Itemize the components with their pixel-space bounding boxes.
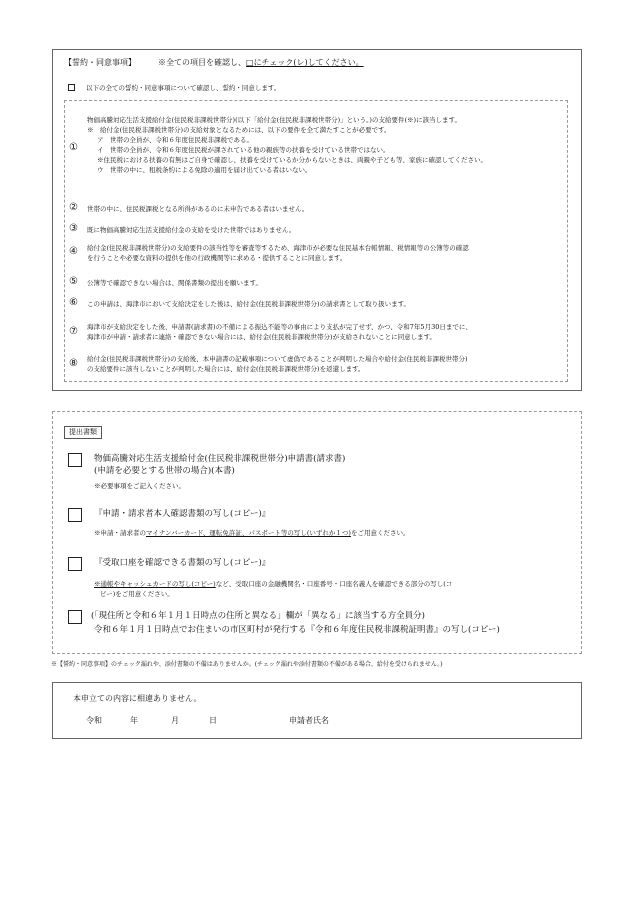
document-note-3: ※通帳やキャッシュカードの写し(コピー)など、受取口座の金融機関名・口座番号・口座名義人を確認できる部分の写し(コ: [94, 580, 453, 588]
pledge-item-4-line: 給付金(住民税非課税世帯分)の支給要件の該当性等を審査等するため、海津市が必要な住民基本台帳情報、税情報等の公簿等の確認: [87, 244, 469, 252]
pledge-number-8: ⑧: [69, 358, 78, 369]
document-checkbox-3[interactable]: [68, 557, 82, 571]
pledge-item-8-line: 給付金(住民税非課税世帯分)の支給後、本申請書の記載事項について虚偽であることが判明した場合や給付金(住民税非課税世帯分): [87, 355, 468, 363]
pledge-item-3-line: 既に物価高騰対応生活支援給付金の支給を受けた世帯ではありません。: [87, 226, 296, 234]
pledge-item-1-line: 物価高騰対応生活支援給付金(住民税非課税世帯分)(以下「給付金(住民税非課税世帯分)」という。)の支給要件(※)に該当します。: [87, 116, 462, 124]
document-title-1: 物価高騰対応生活支援給付金(住民税非課税世帯分)申請書(請求書): [94, 454, 346, 464]
date-era-label: 令和: [86, 716, 102, 725]
pledge-item-1-line: イ 世帯の全員が、令和６年度住民税が課されている他の親族等の扶養を受けている世帯ではない。: [97, 146, 390, 154]
document-checkbox-2[interactable]: [68, 508, 82, 522]
document-note-2: ※申請・請求者のマイナンバーカード、運転免許証、パスポート等の写し(いずれか１つ)をご用意ください。: [94, 529, 410, 537]
pledge-item-2-line: 世帯の中に、住民税課税となる所得があるのに未申告である者はいません。: [87, 205, 309, 213]
pledge-heading: 【誓約・同意事項】: [64, 58, 136, 67]
declaration-section: [52, 682, 582, 739]
pledge-number-6: ⑥: [69, 297, 78, 308]
agree-all-label: 以下の全ての誓約・同意事項について確認し、誓約・同意します。: [86, 84, 281, 92]
date-day-label: 日: [209, 716, 217, 725]
pledge-number-2: ②: [69, 202, 78, 213]
pledge-item-1-line: ア 世帯の全員が、令和６年度住民税非課税である。: [97, 136, 253, 144]
document-title-2: 『申請・請求者本人確認書類の写し(コピー)』: [94, 509, 271, 519]
documents-heading: 提出書類: [64, 426, 102, 439]
document-checkbox-4[interactable]: [68, 610, 82, 624]
document-note-3-cont: ピー)をご用意ください。: [100, 590, 174, 598]
pledge-number-5: ⑤: [69, 276, 78, 287]
document-title-4: (「現住所と令和６年１月１日時点の住所と異なる」欄が「異なる」に該当する方全員分): [91, 611, 425, 621]
pledge-item-1-line: ウ 世帯の中に、租税条約による免除の適用を届け出ている者はいない。: [97, 166, 312, 174]
document-subtitle-1: (申請を必要とする世帯の場合)(本書): [94, 466, 235, 476]
date-year-label: 年: [130, 716, 138, 725]
document-subtitle-4: 令和６年１月１日時点でお住まいの市区町村が発行する『令和６年度住民税非課税証明書』の写し(コピー): [94, 625, 500, 635]
pledge-number-3: ③: [69, 223, 78, 234]
pledge-number-4: ④: [69, 246, 78, 257]
pledge-item-7-line: 海津市が申請・請求者に連絡・確認できない場合には、給付金(住民税非課税世帯分)が支給されないことに同意します。: [87, 333, 437, 341]
footnote: ※【誓約・同意事項】のチェック漏れや、添付書類の不備はありませんか。(チェック漏れや添付書類の不備がある場合、給付を受けられません。): [51, 661, 443, 668]
pledge-item-8-line: の支給要件に該当しないことが判明した場合には、給付金(住民税非課税世帯分)を返還します。: [87, 365, 365, 373]
document-checkbox-1[interactable]: [68, 453, 82, 467]
document-title-3: 『受取口座を確認できる書類の写し(コピー)』: [94, 558, 271, 568]
declaration-text: 本申立ての内容に相違ありません。: [73, 694, 202, 703]
pledge-number-7: ⑦: [69, 326, 78, 337]
pledge-item-4-line: を行うことや必要な資料の提供を他の行政機関等に求める・提供することに同意します。: [87, 254, 347, 262]
applicant-name-label: 申請者氏名: [289, 716, 329, 725]
date-month-label: 月: [171, 716, 179, 725]
pledge-item-1-line: ※住民税における扶養の有無はご自身で確認し、扶養を受けているか分からないときは、両親や子ども等、家族に確認してください。: [97, 156, 487, 164]
pledge-item-5-line: 公簿等で確認できない場合は、関係書類の提出を願います。: [87, 279, 262, 287]
document-note-1: ※必要事項をご記入ください。: [94, 482, 185, 490]
pledge-item-7-line: 海津市が支給決定をした後、申請書(請求書)の不備による振込不能等の事由により支払が完了せず、かつ、令和7年5月30日までに、: [87, 323, 472, 331]
pledge-item-6-line: この申請は、海津市において支給決定をした後は、給付金(住民税非課税世帯分)の請求書として取り扱います。: [87, 300, 411, 308]
pledge-instruction: ※全ての項目を確認し、□にチェック(レ)してください。: [158, 58, 364, 67]
pledge-item-1-line: ※ 給付金(住民税非課税世帯分)の支給対象となるためには、以下の要件を全て満たすことが必要です。: [87, 126, 391, 134]
agree-all-checkbox[interactable]: [68, 84, 75, 91]
pledge-number-1: ①: [69, 142, 78, 153]
